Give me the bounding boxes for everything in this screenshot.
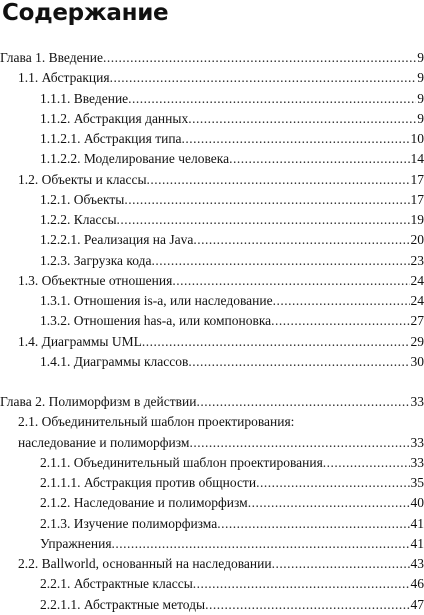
toc-entry-title: 2.2. Ballworld, основанный на наследовании	[18, 554, 272, 574]
dot-leader	[172, 271, 409, 291]
toc-entry[interactable]	[0, 251, 424, 271]
toc-entry-title: 1.1.2.2. Моделирование человека	[40, 149, 229, 169]
toc-entry-page-number: 41	[410, 514, 424, 534]
dot-leader	[110, 68, 417, 88]
toc-entry-title: 2.1.2. Наследование и полиморфизм	[40, 493, 248, 513]
toc-entry-page-number: 29	[410, 332, 424, 352]
toc-entry-title: 1.1.2. Абстракция данных	[40, 109, 188, 129]
toc-entry-title: Глава 2. Полиморфизм в действии	[0, 392, 197, 412]
toc-entry-title: наследование и полиморфизм	[18, 433, 189, 453]
toc-entry[interactable]	[0, 473, 424, 493]
toc-entry[interactable]	[0, 514, 424, 534]
toc-entry-title: 1.2.1. Объекты	[40, 190, 124, 210]
toc-entry[interactable]	[0, 109, 424, 129]
dot-leader	[128, 89, 416, 109]
dot-leader	[229, 149, 409, 169]
toc-entry-page-number: 41	[410, 534, 424, 554]
toc-entry-page-number: 10	[410, 129, 424, 149]
toc-entry-page-number: 24	[410, 271, 424, 291]
dot-leader	[273, 291, 410, 311]
dot-leader	[193, 574, 410, 594]
toc-entry-page-number: 46	[410, 574, 424, 594]
toc-entry-page-number: 24	[410, 291, 424, 311]
toc-entry-page-number: 9	[416, 89, 424, 109]
toc-entry-page-number: 9	[416, 109, 424, 129]
toc-entry[interactable]	[0, 48, 424, 68]
toc-entry-title: 1.4. Диаграммы UML	[18, 332, 142, 352]
toc-entry-title: 2.2.1. Абстрактные классы	[40, 574, 193, 594]
toc-entry-title: 1.3. Объектные отношения	[18, 271, 172, 291]
toc-entry-title: 1.1. Абстракция	[18, 68, 110, 88]
toc-entry-page-number: 14	[410, 149, 424, 169]
toc-entry-page-number: 9	[416, 48, 424, 68]
toc-entry-title: 1.3.1. Отношения is-a, или наследование	[40, 291, 273, 311]
dot-leader	[103, 48, 416, 68]
toc-entry[interactable]	[0, 190, 424, 210]
toc-entry-page-number: 30	[410, 352, 424, 372]
toc-entry[interactable]	[0, 230, 424, 250]
toc-entry-title: Глава 1. Введение	[0, 48, 103, 68]
toc-entry[interactable]	[0, 595, 424, 615]
toc-entry-title: 1.1.1. Введение	[40, 89, 128, 109]
toc-entry-title: 2.1.1. Объединительный шаблон проектирования	[40, 453, 323, 473]
toc-entry-page-number: 47	[410, 595, 424, 615]
dot-leader	[188, 109, 416, 129]
toc-entry-title: 2.1.3. Изучение полиморфизма	[40, 514, 217, 534]
dot-leader	[272, 554, 410, 574]
toc-entry-title: Упражнения	[40, 534, 112, 554]
dot-leader	[193, 230, 409, 250]
toc-entry[interactable]	[0, 554, 424, 574]
dot-leader	[188, 352, 409, 372]
dot-leader	[323, 453, 410, 473]
dot-leader	[142, 332, 410, 352]
toc-entry-page-number: 27	[410, 311, 424, 331]
dot-leader	[217, 514, 409, 534]
toc-entry-title: 1.1.2.1. Абстракция типа	[40, 129, 182, 149]
page-title: Содержание	[2, 0, 168, 26]
toc-entry[interactable]	[0, 453, 424, 473]
toc-entry-title: 1.2.3. Загрузка кода	[40, 251, 152, 271]
toc-entry-page-number: 17	[410, 190, 424, 210]
toc-entry[interactable]	[0, 311, 424, 331]
dot-leader	[147, 170, 410, 190]
toc-entry[interactable]	[0, 352, 424, 372]
table-of-contents	[0, 48, 424, 615]
dot-leader	[117, 210, 410, 230]
toc-entry[interactable]	[0, 412, 424, 432]
toc-entry-page-number: 9	[416, 68, 424, 88]
toc-entry[interactable]	[0, 89, 424, 109]
toc-entry[interactable]	[0, 149, 424, 169]
dot-leader	[248, 493, 410, 513]
toc-entry-title: 2.2.1.1. Абстрактные методы	[40, 595, 205, 615]
toc-entry[interactable]	[0, 392, 424, 412]
toc-entry-title: 2.1. Объединительный шаблон проектирования:	[18, 412, 294, 432]
toc-entry-page-number: 19	[410, 210, 424, 230]
toc-entry-title: 1.2.2. Классы	[40, 210, 117, 230]
toc-entry[interactable]	[0, 332, 424, 352]
toc-entry-page-number: 43	[410, 554, 424, 574]
toc-entry[interactable]	[0, 170, 424, 190]
toc-entry[interactable]	[0, 271, 424, 291]
toc-entry-page-number: 35	[410, 473, 424, 493]
dot-leader	[205, 595, 409, 615]
toc-entry-page-number: 20	[410, 230, 424, 250]
toc-entry[interactable]	[0, 129, 424, 149]
toc-entry-page-number: 23	[410, 251, 424, 271]
dot-leader	[152, 251, 410, 271]
toc-entry-page-number: 40	[410, 493, 424, 513]
toc-entry[interactable]	[0, 210, 424, 230]
toc-entry[interactable]	[0, 574, 424, 594]
dot-leader	[182, 129, 410, 149]
dot-leader	[189, 433, 409, 453]
dot-leader	[197, 392, 410, 412]
toc-entry-title: 2.1.1.1. Абстракция против общности	[40, 473, 256, 493]
toc-entry-title: 1.3.2. Отношения has-a, или компоновка	[40, 311, 271, 331]
toc-entry[interactable]	[0, 68, 424, 88]
dot-leader	[256, 473, 409, 493]
toc-entry-page-number: 33	[410, 392, 424, 412]
dot-leader	[271, 311, 409, 331]
toc-entry-page-number: 33	[410, 453, 424, 473]
dot-leader	[112, 534, 410, 554]
toc-entry-title: 1.2.2.1. Реализация на Java	[40, 230, 193, 250]
toc-entry-title: 1.4.1. Диаграммы классов	[40, 352, 188, 372]
toc-entry-title: 1.2. Объекты и классы	[18, 170, 147, 190]
toc-entry-page-number: 17	[410, 170, 424, 190]
dot-leader	[124, 190, 409, 210]
toc-entry[interactable]	[0, 291, 424, 311]
toc-entry[interactable]	[0, 493, 424, 513]
toc-entry[interactable]	[0, 534, 424, 554]
toc-entry[interactable]	[0, 433, 424, 453]
toc-entry-page-number: 33	[410, 433, 424, 453]
